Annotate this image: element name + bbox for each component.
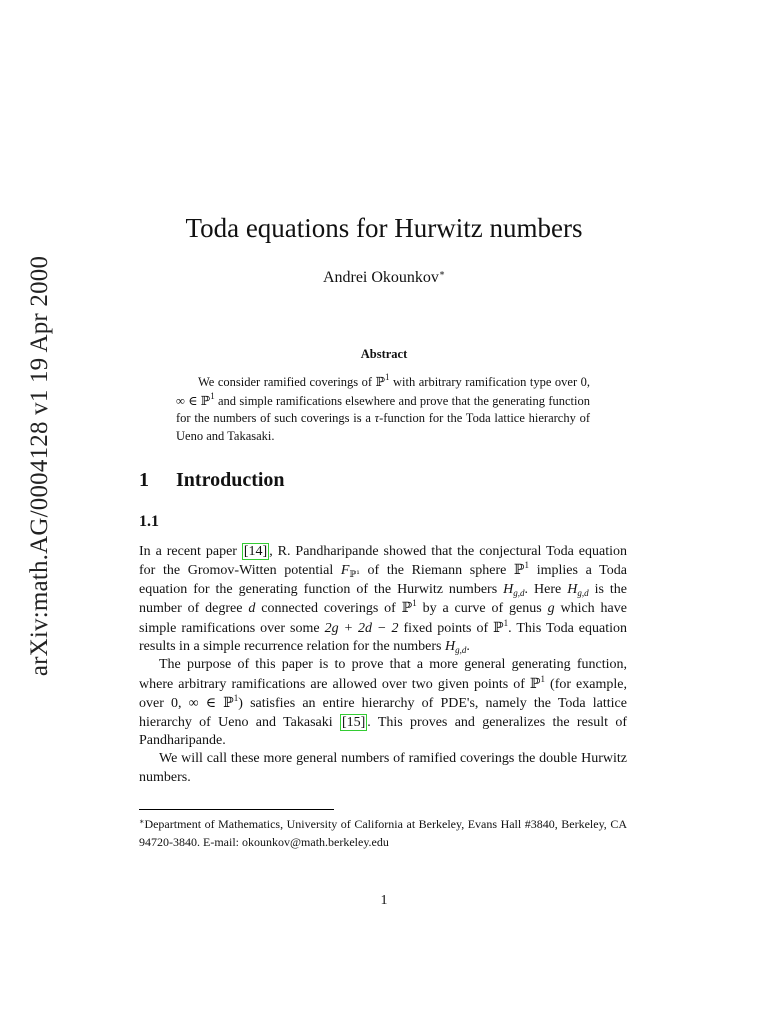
author-name: Andrei Okounkov — [322, 269, 439, 286]
citation-link-15[interactable]: [15] — [341, 714, 366, 730]
abstract-heading: Abstract — [360, 347, 408, 361]
author-footnote — [139, 813, 627, 851]
author-footnote-mark: ∗ — [438, 268, 446, 278]
footnote-text: Department of Mathematics, University of California at Berkeley, Evans Hall #3840, Berkeley, CA 94720-3840. E-mail: okounkov@math.berkeley.edu — [139, 817, 627, 849]
paper-title: Toda equations for Hurwitz numbers — [185, 213, 583, 243]
paragraph-3: We will call these more general numbers of ramified coverings the double Hurwitz numbers. — [139, 751, 627, 785]
section-heading-introduction — [139, 469, 285, 492]
footnote-mark: ∗ — [139, 817, 145, 826]
footnote-divider — [139, 809, 334, 810]
arxiv-identifier: arXiv:math.AG/0004128 v1 19 Apr 2000 — [26, 255, 54, 676]
author-line — [0, 268, 768, 287]
arxiv-side-stamp — [20, 243, 60, 688]
projective-line-symbol: ℙ — [375, 374, 385, 389]
abstract-body: We consider ramified coverings of ℙ$^1$ with arbitrary ramification type over 0, ∞ ∈ ℙ$^1$ and simple ramifications elsewhere and prove that the generating function for the numbers of such coverings is a τ-function for the Toda lattice hierarchy of Ueno and Takasaki. — [176, 372, 590, 443]
page-number: 1 — [380, 893, 388, 908]
paragraph-1: In a recent paper [14] , R. Pandharipande showed that the conjectural Toda equation for the Gromov-Witten potential $F_{ℙ^1}$ of the Riemann sphere ℙ$^1$ implies a Toda equation for the generating function of the Hurwitz numbers $H_{g,d}$. Here $H_{g,d}$ is the number of degree d connected coverings of ℙ$^1$ by a curve of genus g which have simple ramifications over some 2g + 2d − 2 fixed points of ℙ$^1$. This Toda equation results in a simple recurrence relation for the numbers $H_{g,d}$. — [139, 544, 627, 656]
section-title: Introduction — [176, 469, 285, 491]
section-number: 1 — [139, 469, 149, 491]
introduction-body — [139, 543, 627, 787]
subsection-heading: 1.1 — [139, 513, 159, 530]
citation-link-14[interactable]: [14] — [243, 544, 268, 559]
paragraph-2: The purpose of this paper is to prove that a more general generating function, where arbitrary ramifications are allowed over two given points of ℙ$^1$ (for example, over 0, ∞ ∈ ℙ$^1$) satisfies an entire hierarchy of PDE's, namely the Toda lattice hierarchy of Ueno and Takasaki [15] . This proves and generalizes the result of Pandharipande. — [139, 657, 627, 749]
